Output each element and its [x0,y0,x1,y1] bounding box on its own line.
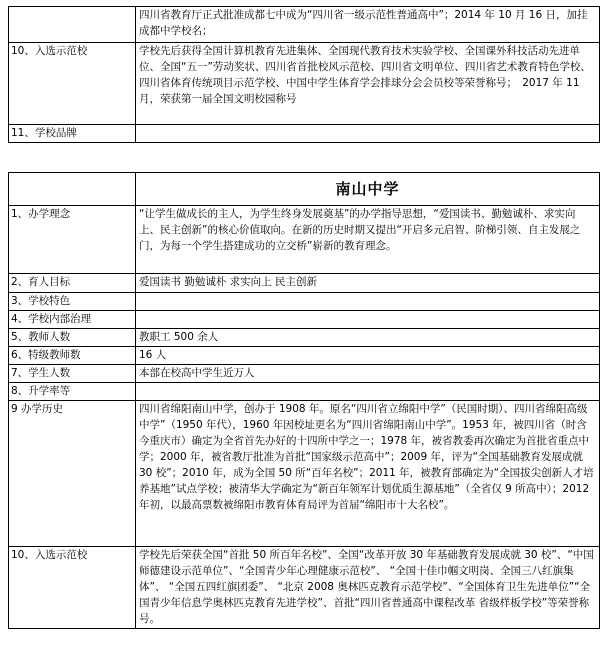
row-label: 2、育人目标 [9,274,136,293]
row-content [136,125,600,143]
table-row [9,547,600,629]
table-row [9,274,600,293]
table-row [9,311,600,329]
header-empty-cell [9,173,136,206]
row-label: 10、入选示范校 [9,547,136,629]
row-label: 5、教师人数 [9,329,136,347]
table-row [9,329,600,347]
table-prev-school [8,6,600,143]
row-content: 16 人 [136,347,600,365]
table-header-row [9,173,600,206]
row-content [136,293,600,311]
row-label: 1、办学理念 [9,206,136,274]
row-label: 11、学校品牌 [9,125,136,143]
row-label: 4、学校内部治理 [9,311,136,329]
row-content: 本部在校高中学生近万人 [136,365,600,383]
row-content: 爱国读书 勤勉诚朴 求实向上 民主创新 [136,274,600,293]
table-row [9,383,600,401]
row-label: 8、升学率等 [9,383,136,401]
row-label: 9 办学历史 [9,401,136,547]
table-row [9,206,600,274]
row-label: 6、特级教师数 [9,347,136,365]
row-label: 10、入选示范校 [9,43,136,125]
row-content: “让学生做成长的主人，为学生终身发展奠基”的办学指导思想，“爱国读书、勤勉诚朴、求实向上、民主创新”的核心价值取向。在新的历史时期又提出“开启多元启智、阶梯引领、自主发展之门，为每一个学生搭建成功的立交桥”崭新的教育理念。 [136,206,600,274]
row-label [9,7,136,43]
school-name: 南山中学 [136,173,600,206]
row-label: 3、学校特色 [9,293,136,311]
table-nanshan [8,172,600,629]
row-content: 四川省绵阳南山中学，创办于 1908 年。原名“四川省立绵阳中学”（民国时期）、四川省绵阳高级中学”（1950 年代），1960 年因校址更名为“四川省绵阳南山中学”。1953 年，被四川省（时含今重庆市）确定为全省首先办好的十四所中学之一；1978 年，被省教委再次确定为首批省重点中学；2000 年，被省教厅批准为首批“国家级示范高中”；2009 年，评为“全国基础教育发展成就 30 校”；2010 年，成为全国 50 所“百年名校”；2011 年，被教育部确定为“全国拔尖创新人才培养基地”试点学校；被清华大学确定为“新百年领军计划优质生源基地”（全省仅 9 所高中）；2012 年初，以最高票数被绵阳市教育体育局评为首届“绵阳市十大名校”。 [136,401,600,547]
row-label: 7、学生人数 [9,365,136,383]
row-content [136,311,600,329]
table-row [9,125,600,143]
row-content: 四川省教育厅正式批准成都七中成为“四川省一级示范性普通高中”；2014 年 10 月 16 日，加挂成都中学校名； [136,7,600,43]
table-row [9,293,600,311]
row-content: 学校先后荣获全国“首批 50 所百年名校”、全国“改革开放 30 年基础教育发展成就 30 校”、“中国师德建设示范单位”、“全国青少年心理健康示范校”、 “全国十佳巾帼文明岗、全国三八红旗集体”、 “全国五四红旗团委”、 “北京 2008 奥林匹克教育示范学校”、“全国体育卫生先进单位”“全国青少年信息学奥林匹克教育先进学校”、首批“四川省普通高中课程改革 省级样板学校”等荣誉称号。 [136,547,600,629]
row-content: 教职工 500 余人 [136,329,600,347]
table-row [9,43,600,125]
row-content [136,383,600,401]
table-row [9,347,600,365]
row-content: 学校先后获得全国计算机教育先进集体、全国现代教育技术实验学校、全国课外科技活动先进单位、全国“五一”劳动奖状、四川省首批校风示范校、四川省文明单位、四川省艺术教育特色学校、四川省体育传统项目示范学校、中国中学生体育学会排球分会会员校等荣誉称号； 2017 年 11 月，荣获第一届全国文明校园称号 [136,43,600,125]
table-row [9,401,600,547]
table-row [9,365,600,383]
table-row [9,7,600,43]
